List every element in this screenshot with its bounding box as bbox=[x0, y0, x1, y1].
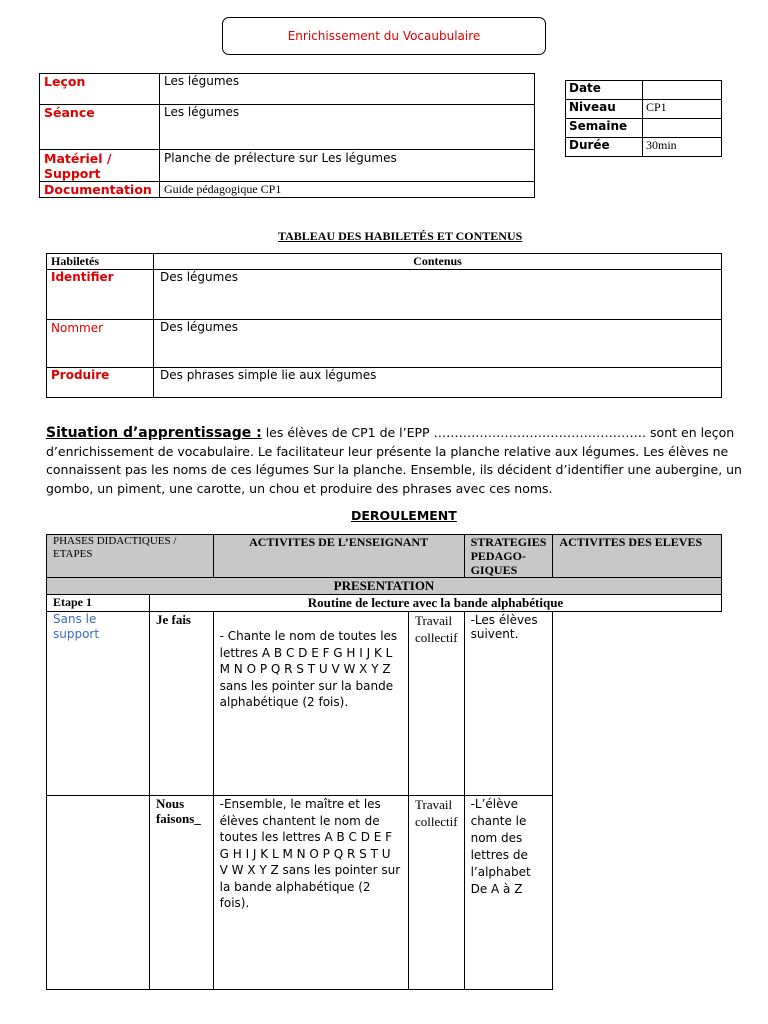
nommer-label: Nommer bbox=[47, 320, 154, 368]
semaine-value bbox=[643, 119, 722, 138]
table-row bbox=[47, 612, 722, 796]
table-row bbox=[47, 535, 722, 578]
duree-label: Durée bbox=[566, 138, 643, 157]
seance-value: Les légumes bbox=[160, 105, 535, 150]
document-title: Enrichissement du Vocaubulaire bbox=[287, 29, 481, 43]
lesson-value: Les légumes bbox=[160, 74, 535, 105]
students-col-header: ACTIVITES DES ELEVES bbox=[553, 535, 722, 578]
deroulement-heading: DEROULEMENT bbox=[351, 508, 457, 523]
duree-value: 30min bbox=[643, 138, 722, 157]
table-row bbox=[47, 320, 722, 368]
table-row bbox=[47, 254, 722, 270]
table-row bbox=[47, 270, 722, 320]
table-row bbox=[47, 368, 722, 398]
table-row bbox=[47, 796, 722, 990]
student-activity-2-line2: De A à Z bbox=[470, 882, 523, 896]
materiel-value: Planche de prélecture sur Les légumes bbox=[160, 150, 535, 182]
etape-label: Etape 1 bbox=[47, 595, 150, 612]
table-row bbox=[566, 138, 722, 157]
date-label: Date bbox=[566, 81, 643, 100]
phases-col-header: PHASES DIDACTIQUES / ETAPES bbox=[47, 535, 214, 578]
strategy-1: Travail collectif bbox=[409, 612, 465, 796]
empty-phase-cell bbox=[47, 796, 150, 990]
table-row bbox=[40, 74, 535, 105]
situation-text: les élèves de CP1 de l’EPP …………………………………………… sont en leçon d’enrichissement de vocabulaire. Le facilitateur leur présente la planche relative aux légumes. Les élèves ne connaissent pas les noms de ces légumes Sur la planche. Ensemble, ils décident d’identifier une aubergine, un gombo, un piment, une carotte, un chou et produire des phrases avec ces noms. bbox=[46, 425, 742, 496]
lesson-table bbox=[39, 73, 535, 198]
table-row bbox=[40, 150, 535, 182]
produire-value: Des phrases simple lie aux légumes bbox=[154, 368, 722, 398]
materiel-label: Matériel / Support bbox=[40, 150, 160, 182]
situation-title: Situation d’apprentissage : bbox=[46, 425, 262, 441]
contenus-col-header: Contenus bbox=[154, 254, 722, 270]
student-activity-1: -Les élèves suivent. bbox=[464, 612, 553, 796]
table-row bbox=[566, 100, 722, 119]
sans-support-phase: Sans le support bbox=[47, 612, 150, 796]
lesson-label: Leçon bbox=[40, 74, 160, 105]
info-table bbox=[565, 80, 722, 157]
nommer-value: Des légumes bbox=[154, 320, 722, 368]
identifier-label: Identifier bbox=[47, 270, 154, 320]
document-title-box bbox=[222, 17, 546, 55]
semaine-label: Semaine bbox=[566, 119, 643, 138]
je-fais-label: Je fais bbox=[149, 612, 213, 796]
table-row bbox=[47, 578, 722, 595]
niveau-value: CP1 bbox=[643, 100, 722, 119]
documentation-label: Documentation bbox=[40, 182, 160, 198]
deroulement-table bbox=[46, 534, 722, 990]
strategy-2: Travail collectif bbox=[409, 796, 465, 990]
date-value bbox=[643, 81, 722, 100]
strategies-col-header: STRATEGIES PEDAGO-GIQUES bbox=[464, 535, 553, 578]
habiletes-table bbox=[46, 253, 722, 398]
presentation-row: PRESENTATION bbox=[47, 578, 722, 595]
routine-title: Routine de lecture avec la bande alphabétique bbox=[149, 595, 721, 612]
table-row bbox=[47, 595, 722, 612]
habiletes-heading: TABLEAU DES HABILETÉS ET CONTENUS bbox=[278, 229, 523, 243]
documentation-value: Guide pédagogique CP1 bbox=[160, 182, 535, 198]
table-row bbox=[566, 119, 722, 138]
table-row bbox=[40, 105, 535, 150]
seance-label: Séance bbox=[40, 105, 160, 150]
table-row bbox=[566, 81, 722, 100]
student-activity-2 bbox=[464, 796, 553, 990]
niveau-label: Niveau bbox=[566, 100, 643, 119]
table-row bbox=[40, 182, 535, 198]
student-activity-2-line1: -L’élève chante le nom des lettres de l’alphabet bbox=[470, 797, 531, 879]
teacher-activity-1: - Chante le nom de toutes les lettres A B C D E F G H I J K L M N O P Q R S T U V W X Y Z sans les pointer sur la bande alphabétique (2 fois). bbox=[213, 612, 408, 796]
situation-paragraph bbox=[46, 424, 768, 498]
produire-label: Produire bbox=[47, 368, 154, 398]
teacher-activity-2: -Ensemble, le maître et les élèves chantent le nom de toutes les lettres A B C D E F G H I J K L M N O P Q R S T U V W X Y Z sans les pointer sur la bande alphabétique (2 fois). bbox=[213, 796, 408, 990]
habiletes-col-header: Habiletés bbox=[47, 254, 154, 270]
teacher-col-header: ACTIVITES DE L’ENSEIGNANT bbox=[213, 535, 464, 578]
nous-faisons-label: Nous faisons_ bbox=[149, 796, 213, 990]
identifier-value: Des légumes bbox=[154, 270, 722, 320]
